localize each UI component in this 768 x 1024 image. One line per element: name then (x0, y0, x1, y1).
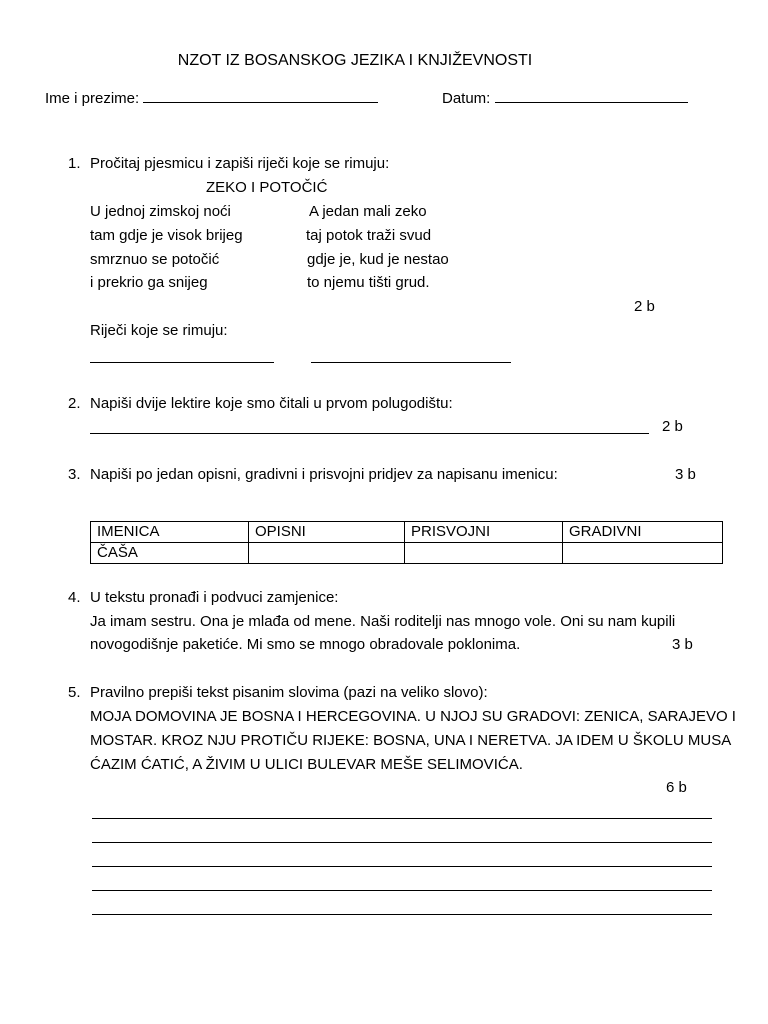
writing-line[interactable] (92, 914, 712, 915)
table-header-row (91, 522, 723, 543)
name-field[interactable] (45, 88, 378, 108)
rhyme-label: Riječi koje se rimuju: (90, 322, 228, 339)
poem-right-line: A jedan mali zeko (309, 203, 427, 220)
writing-line[interactable] (92, 866, 712, 867)
page-title: NZOT IZ BOSANSKOG JEZIKA I KNJIŽEVNOSTI (177, 52, 533, 69)
q5-passage-line: MOJA DOMOVINA JE BOSNA I HERCEGOVINA. U NJOJ SU GRADOVI: ZENICA, SARAJEVO I (90, 708, 736, 725)
q3-text: Napiši po jedan opisni, gradivni i prisvojni pridjev za napisanu imenicu: (90, 466, 558, 483)
q5-number: 5. (68, 684, 81, 701)
table-cell-answer[interactable] (563, 543, 723, 564)
q4-points: 3 b (672, 636, 693, 653)
writing-line[interactable] (92, 818, 712, 819)
q3-number: 3. (68, 466, 81, 483)
table-header-cell: GRADIVNI (563, 522, 723, 543)
q1-text: Pročitaj pjesmicu i zapiši riječi koje se rimuju: (90, 155, 390, 172)
table-cell-answer[interactable] (405, 543, 563, 564)
table-cell-noun: ČAŠA (91, 543, 249, 564)
q2-number: 2. (68, 395, 81, 412)
poem-title: ZEKO I POTOČIĆ (206, 179, 328, 196)
adjective-table (90, 521, 723, 564)
q2-answer-line[interactable] (90, 433, 649, 434)
q2-points: 2 b (662, 418, 683, 435)
writing-line[interactable] (92, 842, 712, 843)
q5-points: 6 b (666, 779, 687, 796)
q1-points: 2 b (634, 298, 655, 315)
q4-text: U tekstu pronađi i podvuci zamjenice: (90, 589, 339, 606)
poem-left-line: tam gdje je visok brijeg (90, 227, 243, 244)
date-field[interactable] (442, 88, 688, 108)
date-label: Datum: (442, 90, 491, 107)
table-header-cell: IMENICA (91, 522, 249, 543)
q3-points: 3 b (675, 466, 696, 483)
q2-text: Napiši dvije lektire koje smo čitali u prvom polugodištu: (90, 395, 453, 412)
poem-left-line: i prekrio ga snijeg (90, 274, 208, 291)
table-row (91, 543, 723, 564)
name-label: Ime i prezime: (45, 90, 140, 107)
poem-right-line: gdje je, kud je nestao (307, 251, 449, 268)
name-input-line[interactable] (143, 88, 378, 103)
table-cell-answer[interactable] (249, 543, 405, 564)
q5-passage-line: ĆAZIM ĆATIĆ, A ŽIVIM U ULICI BULEVAR MEŠE SELIMOVIĆA. (90, 756, 523, 773)
poem-right-line: to njemu tišti grud. (307, 274, 430, 291)
table-header-cell: PRISVOJNI (405, 522, 563, 543)
q5-passage-line: MOSTAR. KROZ NJU PROTIČU RIJEKE: BOSNA, UNA I NERETVA. JA IDEM U ŠKOLU MUSA (90, 732, 732, 749)
q4-passage-line: novogodišnje paketiće. Mi smo se mnogo obradovale poklonima. (90, 636, 521, 653)
poem-right-line: taj potok traži svud (306, 227, 432, 244)
q5-text: Pravilno prepiši tekst pisanim slovima (pazi na veliko slovo): (90, 684, 488, 701)
q1-number: 1. (68, 155, 81, 172)
q4-passage-line: Ja imam sestru. Ona je mlađa od mene. Naši roditelji nas mnogo vole. Oni su nam kupili (90, 613, 676, 630)
poem-left-line: U jednoj zimskoj noći (90, 203, 231, 220)
rhyme-answer-line[interactable] (311, 362, 511, 363)
date-input-line[interactable] (495, 88, 688, 103)
table-header-cell: OPISNI (249, 522, 405, 543)
writing-line[interactable] (92, 890, 712, 891)
q4-number: 4. (68, 589, 81, 606)
rhyme-answer-line[interactable] (90, 362, 274, 363)
poem-left-line: smrznuo se potočić (90, 251, 220, 268)
